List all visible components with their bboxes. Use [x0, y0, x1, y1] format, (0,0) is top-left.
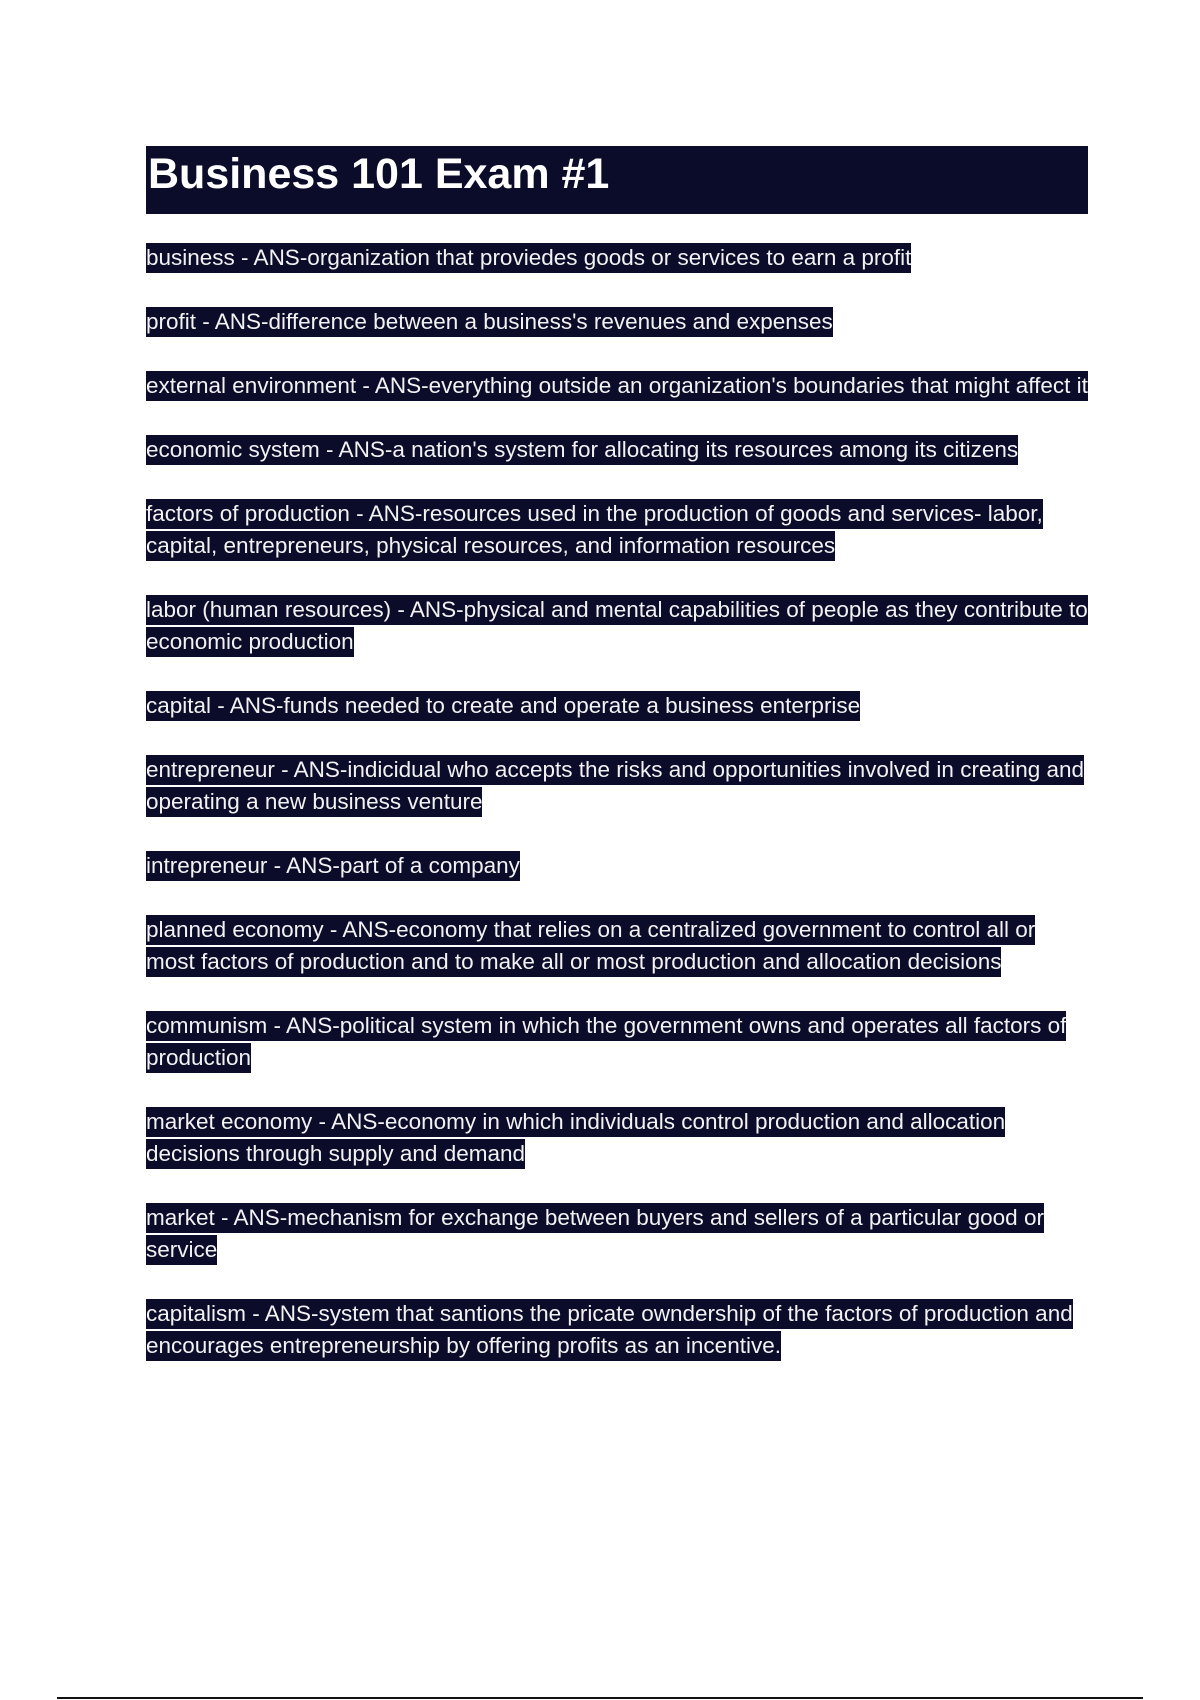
definition-text: planned economy - ANS-economy that relies on a centralized government to control all or most factors of production and to make all or most production and allocation decisions	[146, 915, 1035, 977]
definition-entry	[146, 306, 1088, 338]
definition-text: external environment - ANS-everything outside an organization's boundaries that might affect it	[146, 371, 1088, 401]
definition-list	[146, 242, 1088, 1362]
definition-text: communism - ANS-political system in which the government owns and operates all factors of production	[146, 1011, 1066, 1073]
definition-entry	[146, 1202, 1088, 1266]
document-title: Business 101 Exam #1	[148, 150, 610, 198]
definition-text: labor (human resources) - ANS-physical and mental capabilities of people as they contribute to economic production	[146, 595, 1088, 657]
definition-entry	[146, 754, 1088, 818]
definition-entry	[146, 914, 1088, 978]
definition-entry	[146, 498, 1088, 562]
definition-text: capital - ANS-funds needed to create and operate a business enterprise	[146, 691, 860, 721]
definition-entry	[146, 594, 1088, 658]
document-page	[146, 146, 1088, 1394]
page-bottom-rule	[57, 1697, 1143, 1699]
definition-text: intrepreneur - ANS-part of a company	[146, 851, 520, 881]
definition-entry	[146, 1106, 1088, 1170]
definition-text: market - ANS-mechanism for exchange between buyers and sellers of a particular good or service	[146, 1203, 1044, 1265]
definition-entry	[146, 1298, 1088, 1362]
definition-entry	[146, 242, 1088, 274]
definition-text: factors of production - ANS-resources used in the production of goods and services- labor, capital, entrepreneurs, physical resources, and information resources	[146, 499, 1043, 561]
definition-entry	[146, 850, 1088, 882]
definition-text: profit - ANS-difference between a business's revenues and expenses	[146, 307, 833, 337]
definition-text: entrepreneur - ANS-indicidual who accepts the risks and opportunities involved in creating and operating a new business venture	[146, 755, 1084, 817]
definition-entry	[146, 690, 1088, 722]
definition-text: business - ANS-organization that proviedes goods or services to earn a profit	[146, 243, 911, 273]
definition-text: economic system - ANS-a nation's system for allocating its resources among its citizens	[146, 435, 1018, 465]
title-bar	[146, 146, 1088, 214]
definition-entry	[146, 370, 1088, 402]
definition-text: capitalism - ANS-system that santions the pricate owndership of the factors of production and encourages entrepreneurship by offering profits as an incentive.	[146, 1299, 1073, 1361]
definition-entry	[146, 434, 1088, 466]
definition-text: market economy - ANS-economy in which individuals control production and allocation decisions through supply and demand	[146, 1107, 1005, 1169]
definition-entry	[146, 1010, 1088, 1074]
